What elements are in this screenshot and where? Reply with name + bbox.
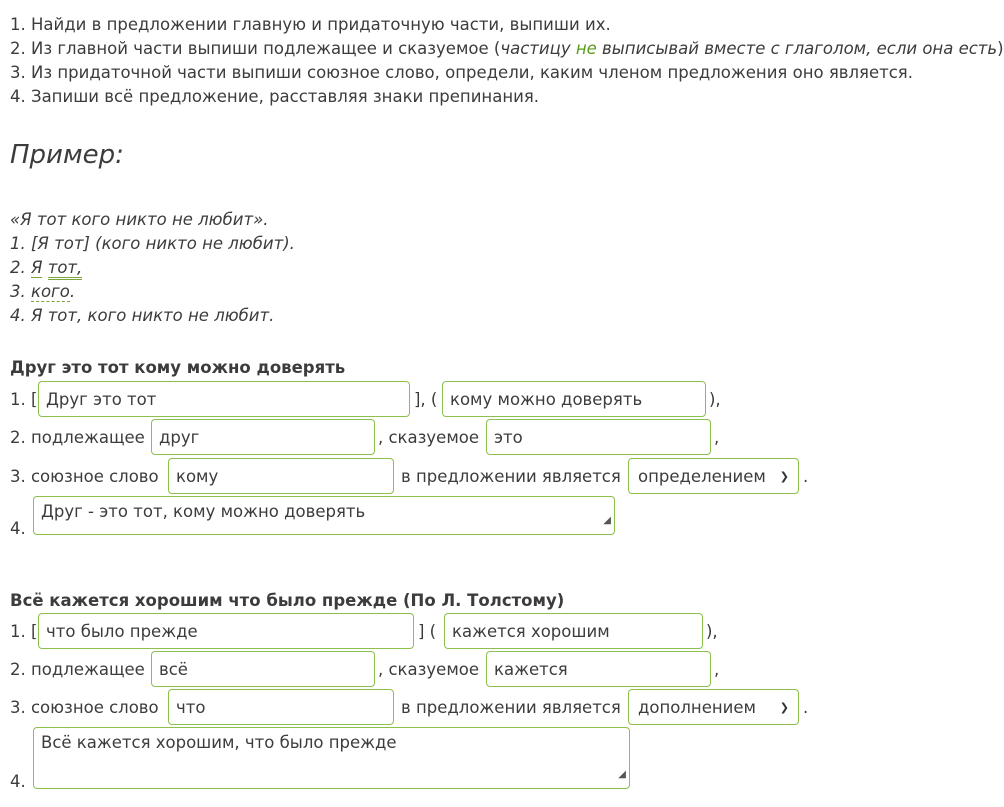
exercise-2-row2-end: , <box>714 660 720 679</box>
exercise-1-main-part-input[interactable] <box>38 381 410 417</box>
example-step-1: 1. [Я тот] (кого никто не любит). <box>10 234 295 253</box>
instruction-2: 2. Из главной части выпиши подлежащее и сказуемое (частицу не выписывай вместе с глаголом, если она есть) <box>10 39 1004 58</box>
resize-grip-icon[interactable]: ◢ <box>603 515 611 526</box>
exercise-2-row2-mid: , сказуемое <box>378 660 480 679</box>
instruction-1: 1. Найди в предложении главную и придаточную части, выпиши их. <box>10 15 611 34</box>
exercise-1-row2-end: , <box>714 428 720 447</box>
exercise-1-row1-prefix: 1. [ <box>10 390 38 409</box>
exercise-1-role-value: определением <box>638 466 766 486</box>
exercise-1-row3-end: . <box>803 467 809 486</box>
exercise-2-row4-prefix: 4. <box>10 772 26 791</box>
exercise-2-title: Всё кажется хорошим что было прежде (По Л. Толстому) <box>10 591 565 610</box>
exercise-2-full-sentence-textarea[interactable] <box>33 727 630 789</box>
exercise-2-row1-end: ), <box>706 622 718 641</box>
instruction-4: 4. Запиши всё предложение, расставляя знаки препинания. <box>10 87 540 106</box>
exercise-1-row3-prefix: 3. союзное слово <box>10 467 159 486</box>
exercise-2-row3-end: . <box>803 698 809 717</box>
exercise-1-row1-end: ), <box>709 390 721 409</box>
example-heading: Пример: <box>10 140 124 170</box>
exercise-1-row4-prefix: 4. <box>10 519 26 538</box>
exercise-1-conj-word-input[interactable] <box>168 458 394 494</box>
exercise-1-sub-part-input[interactable] <box>442 381 706 417</box>
exercise-1-subject-input[interactable] <box>151 419 375 455</box>
exercise-1-title: Друг это тот кому можно доверять <box>10 358 346 377</box>
exercise-2-main-part-input[interactable] <box>38 613 414 649</box>
example-step-2: 2. Я тот, <box>10 256 82 280</box>
exercise-1-role-select[interactable] <box>628 458 799 494</box>
exercise-2-row2-prefix: 2. подлежащее <box>10 660 145 679</box>
exercise-2-row1-mid: ] ( <box>418 622 437 641</box>
exercise-2-sub-part-input[interactable] <box>444 613 703 649</box>
exercise-2-role-value: дополнением <box>638 697 756 717</box>
resize-grip-icon[interactable]: ◢ <box>618 769 626 780</box>
exercise-2-subject-input[interactable] <box>151 651 375 687</box>
exercise-1-row3-mid: в предложении является <box>401 467 621 486</box>
exercise-2-role-select[interactable] <box>628 689 799 725</box>
chevron-down-icon: ❯ <box>779 469 789 483</box>
exercise-2-predicate-input[interactable] <box>486 651 711 687</box>
example-sentence: «Я тот кого никто не любит». <box>10 210 269 229</box>
exercise-1-full-sentence-textarea[interactable] <box>33 496 615 535</box>
exercise-1-predicate-input[interactable] <box>486 419 711 455</box>
instruction-3: 3. Из придаточной части выпиши союзное слово, определи, каким членом предложения оно является. <box>10 63 913 82</box>
example-step-4: 4. Я тот, кого никто не любит. <box>10 306 275 325</box>
exercise-1-row1-mid: ], ( <box>414 390 438 409</box>
exercise-2-conj-word-input[interactable] <box>168 689 394 725</box>
exercise-2-row1-prefix: 1. [ <box>10 622 38 641</box>
chevron-down-icon: ❯ <box>779 700 789 714</box>
exercise-1-row2-prefix: 2. подлежащее <box>10 428 145 447</box>
exercise-2-row3-mid: в предложении является <box>401 698 621 717</box>
exercise-1-row2-mid: , сказуемое <box>378 428 480 447</box>
exercise-2-row3-prefix: 3. союзное слово <box>10 698 159 717</box>
exercise-1-full-sentence-text: Друг - это тот, кому можно доверять <box>41 502 366 521</box>
exercise-2-full-sentence-text: Всё кажется хорошим, что было прежде <box>41 733 397 752</box>
example-step-3: 3. кого. <box>10 282 76 301</box>
